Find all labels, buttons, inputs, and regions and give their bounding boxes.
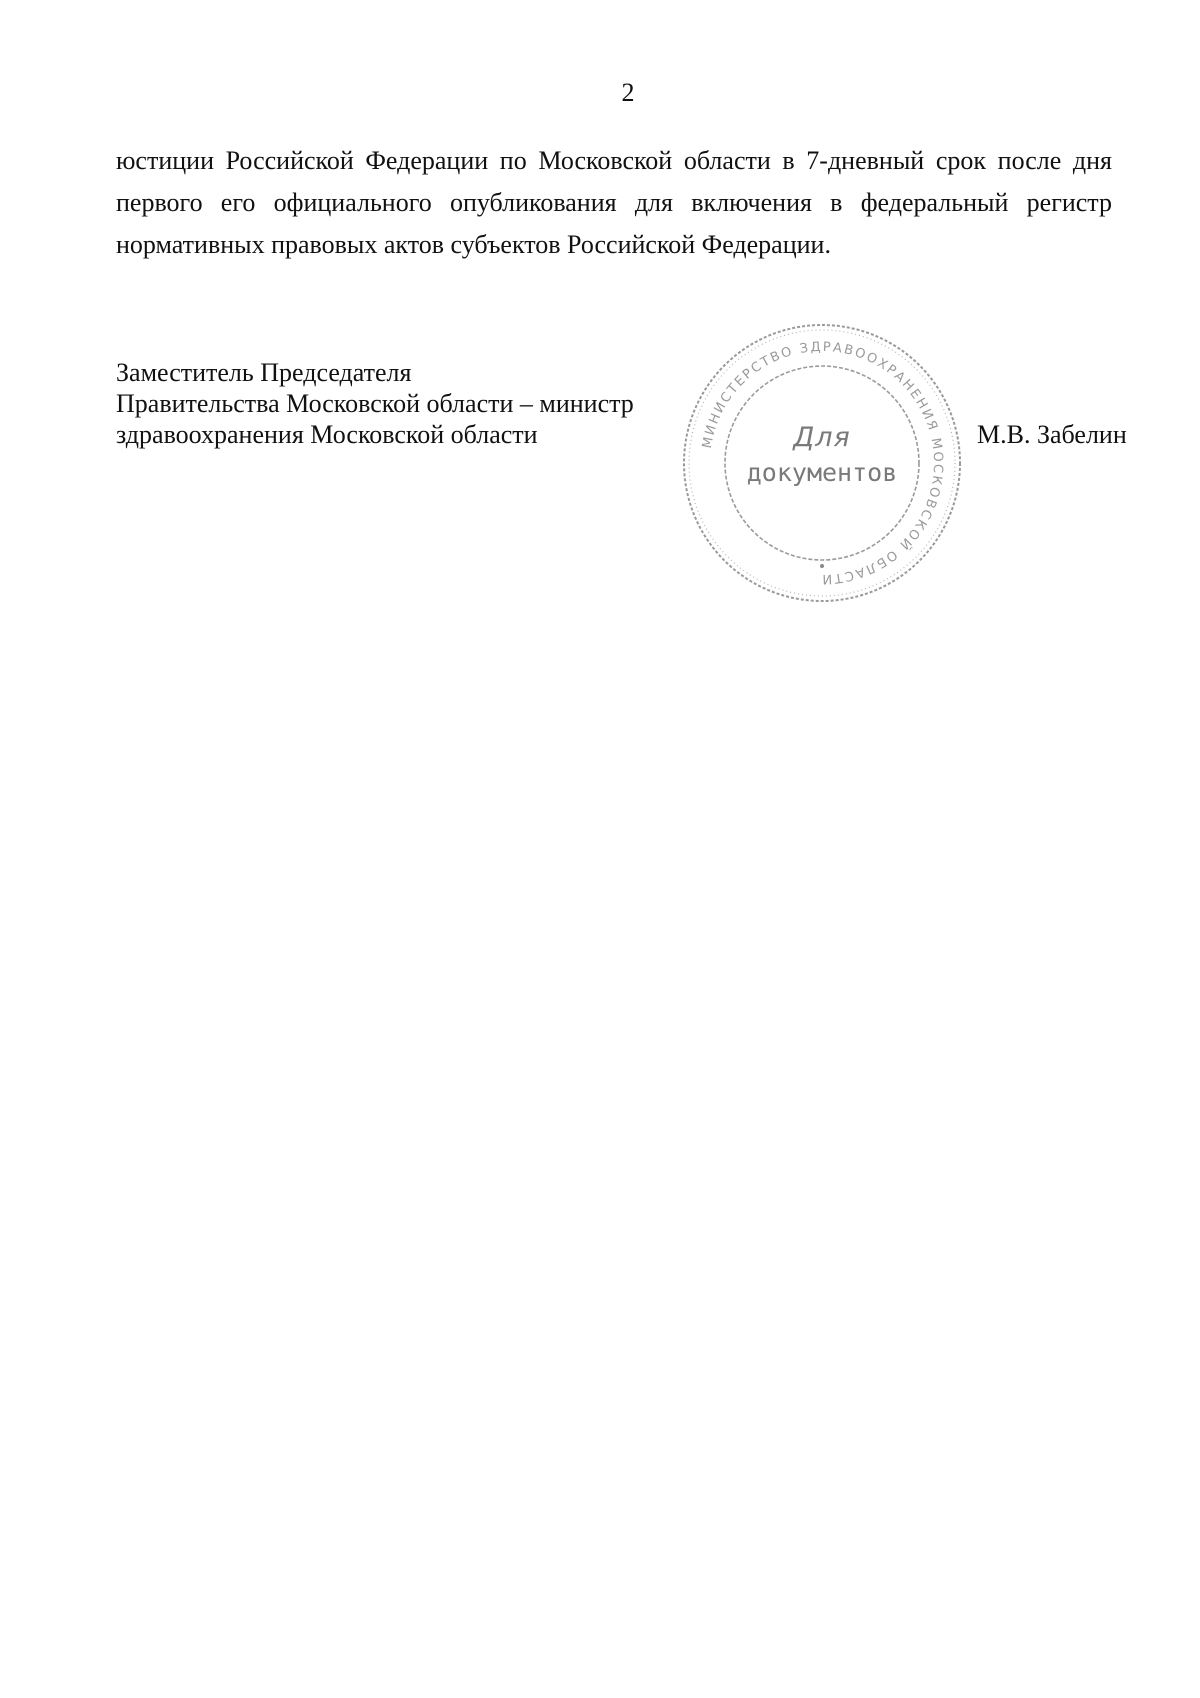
body-line: первого его официального опубликования для включения в федеральный регистр [116, 188, 1112, 217]
seal-center-text-bottom: документов [746, 458, 898, 487]
signer-name: М.В. Забелин [977, 420, 1127, 449]
signer-position-line: Правительства Московской области – министр [116, 389, 634, 418]
signer-position-line: здравоохранения Московской области [116, 420, 538, 449]
seal-ring-text: МИНИСТЕРСТВО ЗДРАВООХРАНЕНИЯ МОСКОВСКОЙ ОБЛАСТИ [699, 339, 946, 587]
body-paragraph [116, 140, 1112, 266]
page-number: 2 [621, 78, 635, 107]
body-line: нормативных правовых актов субъектов Российской Федерации. [116, 230, 831, 259]
seal-center-text-top: Для [793, 422, 851, 453]
seal-dot [820, 564, 824, 568]
body-line: юстиции Российской Федерации по Московской области в 7-дневный срок после дня [116, 146, 1112, 175]
signer-position-line: Заместитель Председателя [116, 358, 412, 387]
official-seal-stamp [676, 318, 968, 608]
signer-position [116, 357, 634, 450]
